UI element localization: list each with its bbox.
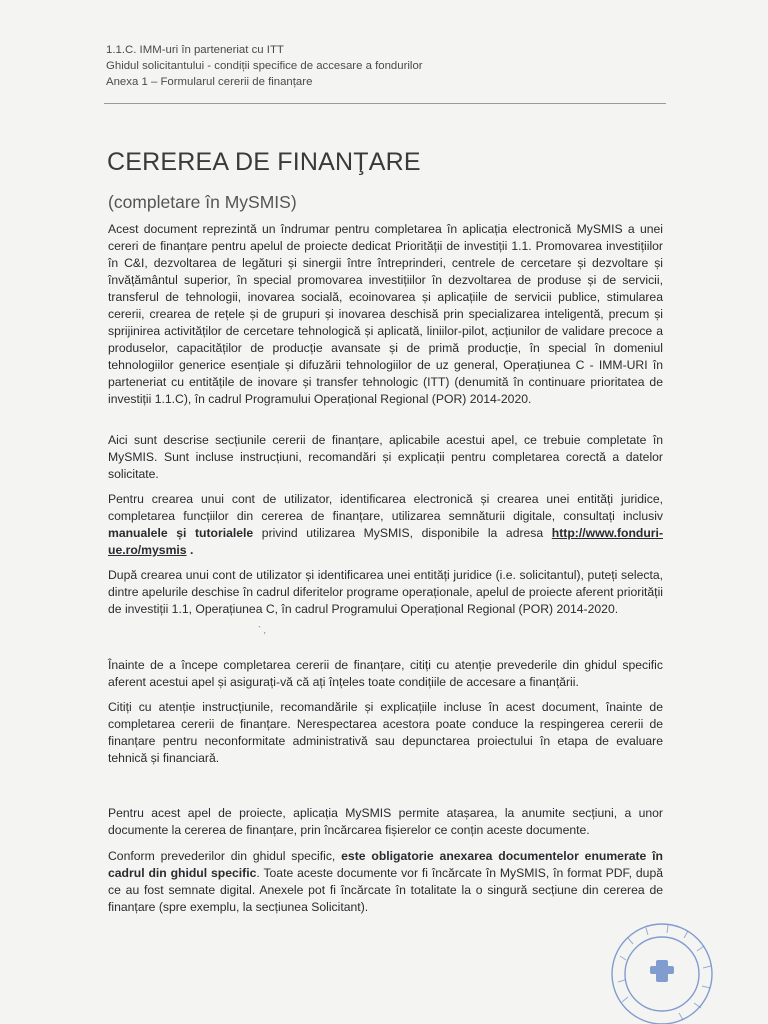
header-line-3: Anexa 1 – Formularul cererii de finanțare <box>106 76 313 88</box>
p8-bold: este obligatorie anexarea documentelor enumerate în cadrul din ghidul specific <box>108 849 663 880</box>
page-title: CEREREA DE FINANŢARE <box>107 148 421 176</box>
p3-text-a: Pentru crearea unui cont de utilizator, identificarea electronică și crearea unei entități juridice, completarea funcțiilor din cererea de finanțare, utilizarea semnăturii digitale, consultați inclusiv <box>108 492 663 523</box>
paragraph-account <box>108 491 663 559</box>
p3-text-b: privind utilizarea MySMIS, disponibile la adresa <box>253 526 552 540</box>
scan-mark: ` , <box>258 625 266 635</box>
paragraph-intro: Acest document reprezintă un îndrumar pentru completarea în aplicația electronică MySMIS a unei cereri de finanțare pentru apelul de proiecte dedicat Priorității de investiții 1.1. Promovarea investițiilor în C&I, dezvoltarea de legături și sinergii între întreprinderi, centrele de cercetare și dezvoltare și învățământul superior, în special promovarea investițiilor în dezvoltarea de produse și de servicii, transferul de tehnologii, inovarea socială, ecoinovarea și aplicațiile de servicii publice, stimularea cererii, crearea de rețele și de grupuri și inovarea deschisă prin specializarea inteligentă, precum și sprijinirea activităților de cercetare tehnologică și aplicată, liniilor-pilot, acțiunilor de validare precoce a produselor, capacităților de producție avansate și de primă producție, în special în domeniul tehnologiilor generice esențiale și difuzării tehnologiilor de uz general, Operațiunea C - IMM-URI în parteneriat cu entitățile de inovare și transfer tehnologic (ITT) (denumită în continuare prioritatea de investiții 1.1.C), în cadrul Programului Operațional Regional (POR) 2014-2020. <box>108 222 663 406</box>
mysmis-link[interactable]: http://www.fonduri-ue.ro/mysmis <box>108 526 663 557</box>
ministry-stamp-icon <box>598 916 718 1024</box>
paragraph-sections: Aici sunt descrise secțiunile cererii de finanțare, aplicabile acestui apel, ce trebuie completate în MySMIS. Sunt incluse instrucțiuni, recomandări și explicații pentru completarea corectă a datelor solicitate. <box>108 433 663 481</box>
document-header <box>106 42 423 90</box>
p8-text-a: Conform prevederilor din ghidul specific, <box>108 849 342 863</box>
paragraph-instructions: Citiți cu atenție instrucțiunile, recomandările și explicațiile incluse în acest document, înainte de completarea cererii de finanțare. Nerespectarea acestora poate conduce la respingerea cererii de finanțare pentru neconformitate administrativă sau depunctarea proiectului în etapa de evaluare tehnică și financiară. <box>108 700 663 765</box>
p8-text-b: . Toate aceste documente vor fi încărcate în MySMIS, în format PDF, după ce au fost semnate digital. Anexele pot fi încărcate în totalitate la o singură secțiune din cererea de finanțare (spre exemplu, la secțiunea Solicitant). <box>108 866 663 914</box>
p3-text-c: . <box>186 543 194 557</box>
paragraph-after-account: După crearea unui cont de utilizator și identificarea unei entități juridice (i.e. solicitantul), puteți selecta, dintre apelurile deschise în cadrul diferitelor programe operaționale, apelul de proiecte aferent priorității de investiții 1.1, Operațiunea C, în cadrul Programului Operațional Regional (POR) 2014-2020. <box>108 568 663 616</box>
paragraph-before-start: Înainte de a începe completarea cererii de finanțare, citiți cu atenție prevederile din ghidul specific aferent acestui apel și asigurați-vă că ați înțeles toate condițiile de accesare a finanțării. <box>108 658 663 689</box>
page-subtitle: (completare în MySMIS) <box>108 192 297 212</box>
header-line-1: 1.1.C. IMM-uri în parteneriat cu ITT <box>106 44 284 56</box>
paragraph-attachments: Pentru acest apel de proiecte, aplicația MySMIS permite atașarea, la anumite secțiuni, a unor documente la cererea de finanțare, prin încărcarea fișierelor ce conțin aceste documente. <box>108 806 663 837</box>
header-divider <box>104 103 666 104</box>
header-line-2: Ghidul solicitantului - condiții specifice de accesare a fondurilor <box>106 60 423 72</box>
p3-bold: manualele și tutorialele <box>108 526 254 540</box>
paragraph-mandatory <box>108 848 663 916</box>
